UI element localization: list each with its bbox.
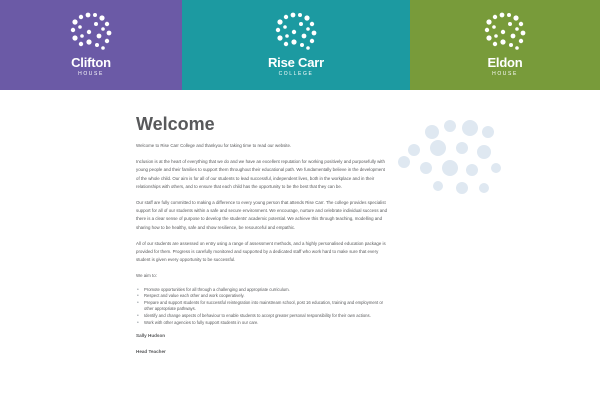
page-title: Welcome (136, 114, 215, 134)
panel-subtitle: HOUSE (492, 71, 518, 77)
dot-cluster-icon (483, 12, 527, 52)
panel-name: Rise Carr (267, 55, 324, 70)
clifton-house-link[interactable] (0, 0, 182, 90)
aims-intro: We aim to: (136, 273, 157, 279)
dot-cluster-icon (69, 12, 113, 52)
eldon-house-link[interactable] (410, 0, 600, 90)
dot-cluster-icon (274, 12, 318, 52)
paragraph: Our staff are fully committed to making a difference to every young person that attends Rise Carr. The college provides specialist support for all of our students within a safe and secure environment. We encourage, nurture and celebrate individual success and there is a clear sense of purpose to develop the students' academic potential. We achieve this through teaching, modelling and sharing how to be healthy, safe and show resilience, be resourceful and empathic. (136, 200, 388, 230)
panel-name: Clifton (71, 55, 111, 70)
paragraph: Inclusion is at the heart of everything that we do and we have an excellent reputation for working positively and purposefully with young people and their families to support them throughout their educational path. We fundamentally believe in the development of the whole child. Our aim is for all of our students to lead successful, independent lives, both in the workplace and in their relationships with others, and to ensure that each child has the opportunity to be the best that they can be. (136, 159, 385, 189)
list-item: • Identify and change aspects of behaviour to enable students to accept greater personal responsibility for their own actions. (136, 313, 389, 320)
aims-list (136, 287, 389, 327)
main-content (136, 98, 389, 365)
paragraph: All of our students are assessed on entry using a range of assessment methods, and a highly personalised education package is provided for them. Progress is carefully monitored and supported by a dedicated staff who work hard to make sure that every student is given every opportunity to be successful. (136, 240, 386, 263)
list-item: • Respect and value each other and work cooperatively. (136, 293, 389, 300)
list-item: • Prepare and support students for successful reintegration into mainstream school, post 16 education, training and employment or other appropriate pathways. (136, 300, 389, 313)
rise-carr-college-link[interactable] (182, 0, 410, 90)
panel-subtitle: COLLEGE (278, 71, 314, 77)
signature-role: Head Teacher (136, 349, 166, 355)
list-item: • Work with other agencies to fully support students in our care. (136, 320, 389, 327)
panel-subtitle: HOUSE (78, 71, 104, 77)
bubble-decoration-icon (392, 118, 512, 208)
list-item: • Promote opportunities for all through a challenging and appropriate curriculum. (136, 287, 389, 294)
header-banner (0, 0, 600, 90)
panel-name: Eldon (487, 55, 523, 70)
signature-name: Sally Hudson (136, 333, 166, 339)
paragraph: Welcome to Rise Carr College and thankyou for taking time to read our website. (136, 143, 292, 148)
